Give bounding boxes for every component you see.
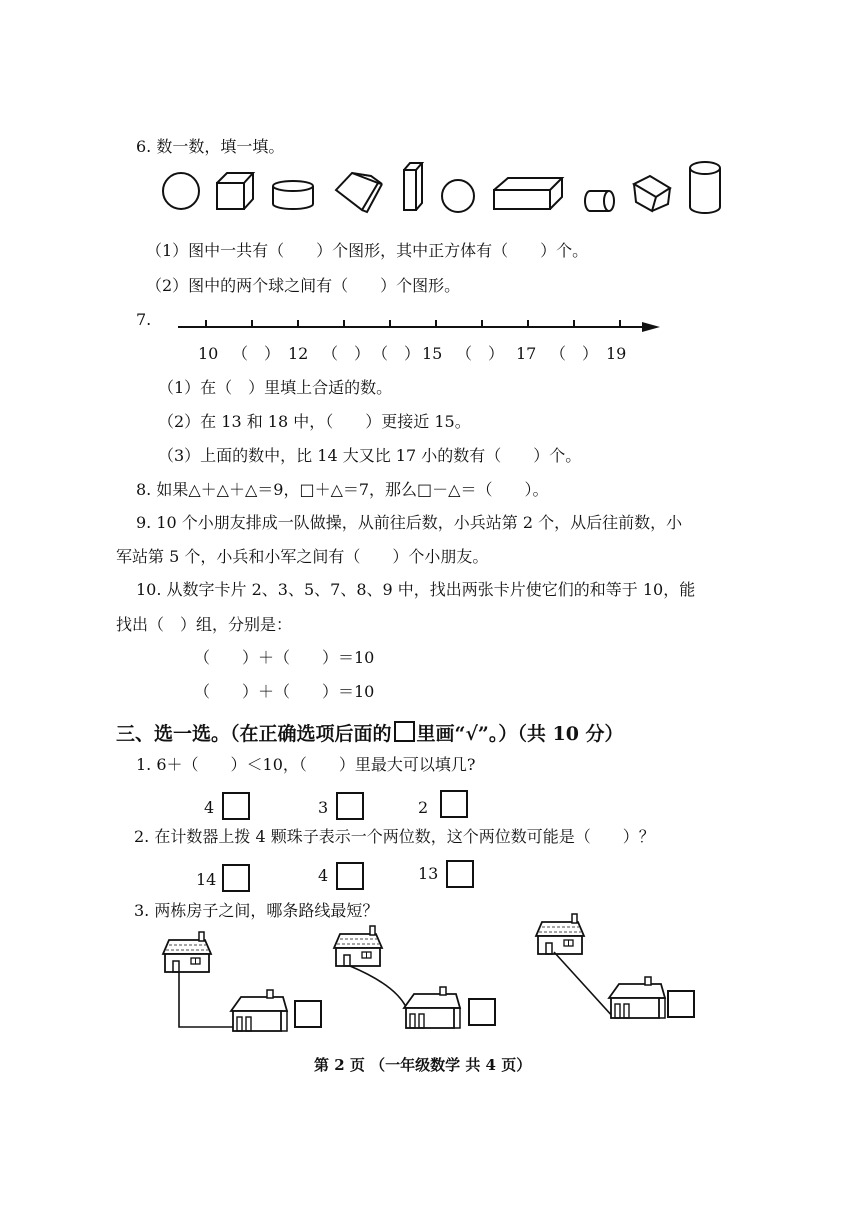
numline-label: （ ） xyxy=(550,344,599,363)
house-icon xyxy=(334,926,382,966)
s3q2-text: 2. 在计数器上拨 4 颗珠子表示一个两位数，这个两位数可能是（ ）？ xyxy=(134,827,655,846)
numline-label: 19 xyxy=(606,344,627,363)
answer-checkbox[interactable] xyxy=(667,990,695,1018)
numline-label: （ ） xyxy=(372,344,421,363)
q10-line1: 10. 从数字卡片 2、3、5、7、8、9 中，找出两张卡片使它们的和等于 10，能 xyxy=(136,580,696,599)
q7-sub1: （1）在（ ）里填上合适的数。 xyxy=(158,378,393,397)
house-icon xyxy=(231,990,287,1031)
numline-label: 17 xyxy=(516,344,537,363)
q7-number: 7. xyxy=(136,310,152,329)
option-label: 3 xyxy=(318,798,329,817)
q6-sub2: （2）图中的两个球之间有（ ）个图形。 xyxy=(146,276,461,295)
house-icon xyxy=(609,977,665,1018)
house-icon xyxy=(404,987,460,1028)
q10-line2: 找出（ ）组，分别是： xyxy=(116,615,293,634)
house-icon xyxy=(163,932,211,972)
section3-title-part1: 三、选一选。（在正确选项后面的 xyxy=(116,723,392,745)
option-label: 13 xyxy=(418,864,439,883)
s3q1-text: 1. 6＋（ ）＜10，（ ）里最大可以填几? xyxy=(136,755,476,774)
q10-eq2: （ ）＋（ ）＝10 xyxy=(194,682,375,701)
q6-title: 6. 数一数，填一填。 xyxy=(136,137,285,156)
q9-line2: 军站第 5 个，小兵和小军之间有（ ）个小朋友。 xyxy=(116,547,489,566)
option-label: 2 xyxy=(418,798,429,817)
option-label: 4 xyxy=(204,798,215,817)
answer-checkbox[interactable] xyxy=(468,998,496,1026)
q7-sub2: （2）在 13 和 18 中，（ ）更接近 15。 xyxy=(158,412,471,431)
s3q3-text: 3. 两栋房子之间，哪条路线最短？ xyxy=(134,901,379,920)
page-footer: 第 2 页 （一年级数学 共 4 页） xyxy=(314,1056,532,1074)
numline-label: （ ） xyxy=(232,344,281,363)
numline-label: 15 xyxy=(422,344,443,363)
q9-line1: 9. 10 个小朋友排成一队做操，从前往后数，小兵站第 2 个，从后往前数，小 xyxy=(136,513,683,532)
numline-label: （ ） xyxy=(456,344,505,363)
house-icon xyxy=(536,914,584,954)
numline-label: （ ） xyxy=(322,344,371,363)
section3-title-part2: 里画“√”。）（共 10 分） xyxy=(416,723,624,745)
q6-sub1: （1）图中一共有（ ）个图形，其中正方体有（ ）个。 xyxy=(146,241,589,260)
numline-label: 12 xyxy=(288,344,309,363)
option-label: 4 xyxy=(318,866,329,885)
q7-sub3: （3）上面的数中，比 14 大又比 17 小的数有（ ）个。 xyxy=(158,446,582,465)
option-label: 14 xyxy=(196,870,217,889)
q8-text: 8. 如果△＋△＋△＝9，□＋△＝7，那么□－△＝（ ）。 xyxy=(136,480,549,499)
numline-label: 10 xyxy=(198,344,219,363)
answer-checkbox[interactable] xyxy=(294,1000,322,1028)
q10-eq1: （ ）＋（ ）＝10 xyxy=(194,648,375,667)
